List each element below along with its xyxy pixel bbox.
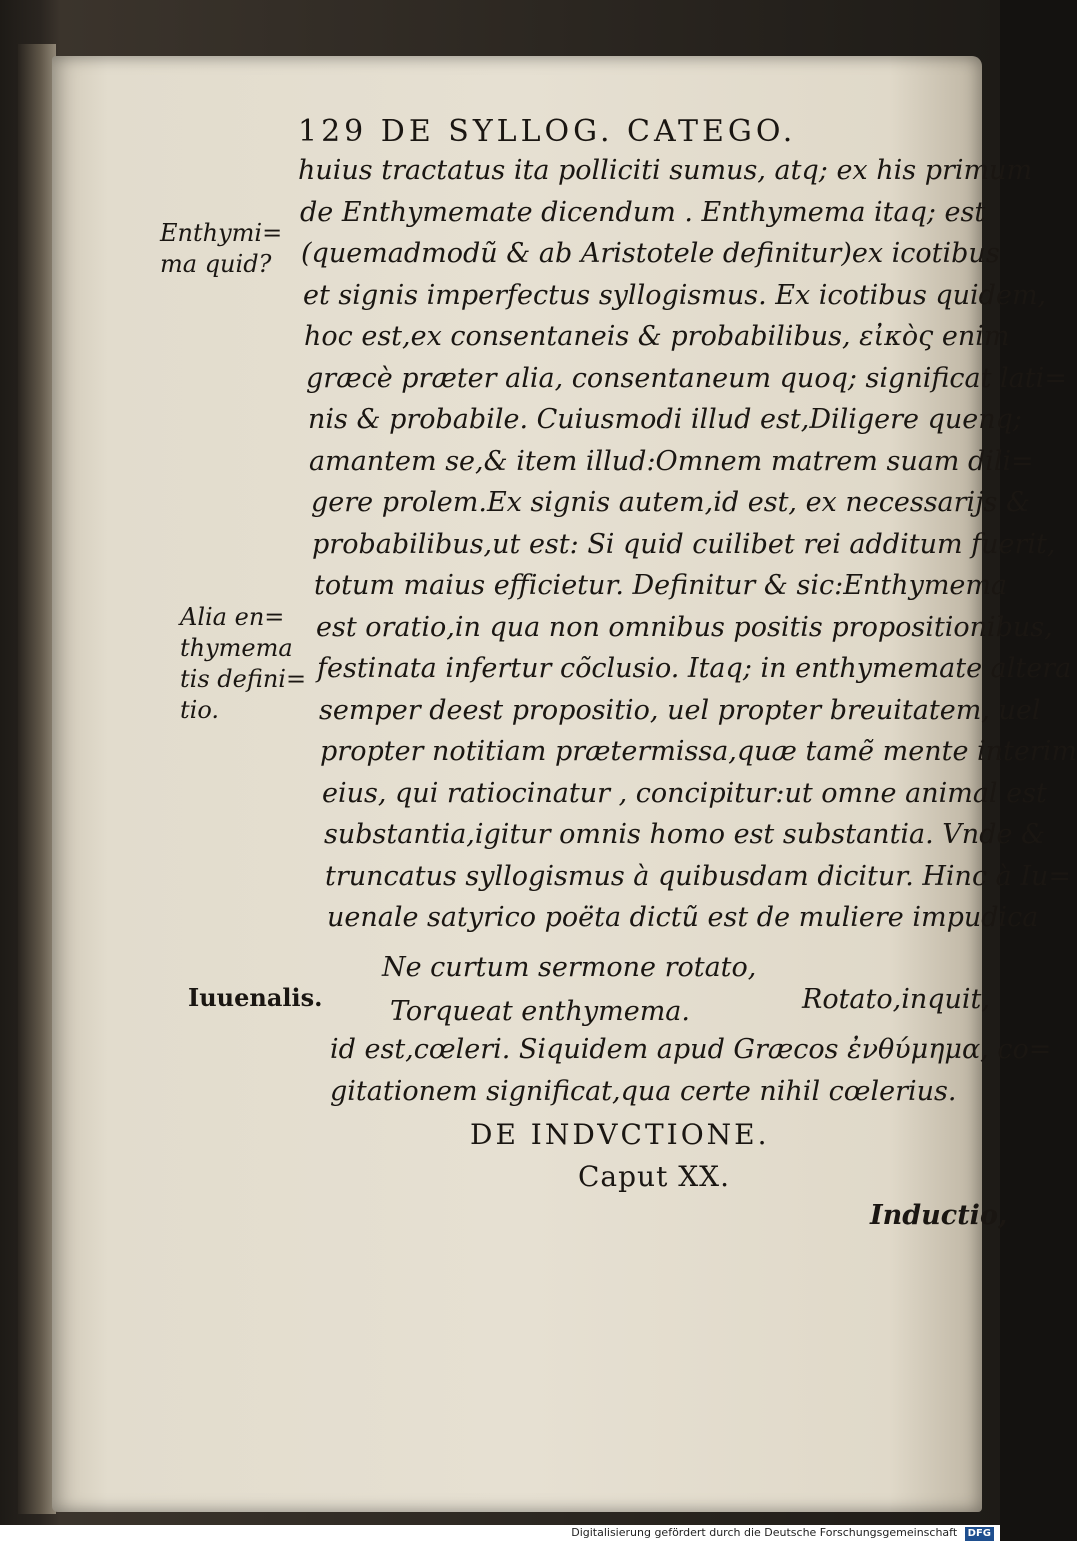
footer-text: Digitalisierung gefördert durch die Deutsche Forschungsgemeinschaft (571, 1526, 958, 1539)
after-line-1: id est,cœleri. Siquidem apud Græcos ἐνθύμημα, co= (330, 1034, 1052, 1065)
section-caput: Caput XX. (578, 1160, 730, 1193)
footer-bar (0, 1525, 1000, 1541)
margin-note-iuuenalis: Iuuenalis. (188, 983, 323, 1012)
section-heading: DE INDVCTIONE. (470, 1118, 770, 1151)
catchword: Inductio, (870, 1200, 1008, 1231)
verse-line-2: Torqueat enthymema. (390, 996, 690, 1027)
body-line: amantem se,& item illud:Omnem matrem suam dili= (309, 446, 1034, 477)
body-line: semper deest propositio, uel propter breuitatem, uel (319, 695, 1041, 726)
body-line: substantia,igitur omnis homo est substantia. Vnde & (324, 819, 1046, 850)
body-line: nis & probabile. Cuiusmodi illud est,Diligere quenq; (308, 404, 1023, 435)
verse-line-2-right: Rotato,inquit, (802, 984, 990, 1015)
body-line: de Enthymemate dicendum . Enthymema itaq; est (300, 197, 986, 228)
body-line: huius tractatus ita polliciti sumus, atq; ex his primum (298, 155, 1033, 186)
body-line: est oratio,in qua non omnibus positis propositionibus, (316, 612, 1053, 643)
body-line: festinata infertur cõclusio. Itaq; in enthymemate altera (317, 653, 1072, 684)
running-header: 129 DE SYLLOG. CATEGO. (298, 114, 797, 149)
body-line: græcè præter alia, consentaneum quoq; significat lati= (306, 363, 1067, 394)
dfg-logo: DFG (965, 1527, 994, 1541)
body-line: uenale satyrico poëta dictũ est de muliere impudica (327, 902, 1039, 933)
margin-note-enthymema: Enthymi= ma quid? (160, 219, 283, 278)
body-line: et signis imperfectus syllogismus. Ex icotibus quidem, (303, 280, 1047, 311)
body-line: probabilibus,ut est: Si quid cuilibet rei additum fuerit, (312, 529, 1056, 560)
body-line: (quemadmodũ & ab Aristotele definitur)ex icotibus (301, 238, 1000, 269)
margin-note-definitio: Alia en= thymema tis defini= tio. (180, 603, 307, 724)
body-line: hoc est,ex consentaneis & probabilibus, εἰκὸς enim (304, 321, 1010, 352)
body-line: propter notitiam prætermissa,quæ tamẽ mente interim (320, 736, 1077, 767)
body-line: totum maius efficietur. Definitur & sic:Enthymema (314, 570, 1008, 601)
after-line-2: gitationem significat,qua certe nihil cœlerius. (330, 1076, 957, 1107)
body-line: gere prolem.Ex signis autem,id est, ex necessarijs & (311, 487, 1031, 518)
page-edge (18, 44, 56, 1514)
body-line: eius, qui ratiocinatur , concipitur:ut omne animal est (322, 778, 1047, 809)
body-line: truncatus syllogismus à quibusdam dicitur. Hinc à Iu= (325, 861, 1072, 892)
verse-line-1: Ne curtum sermone rotato, (382, 952, 757, 983)
